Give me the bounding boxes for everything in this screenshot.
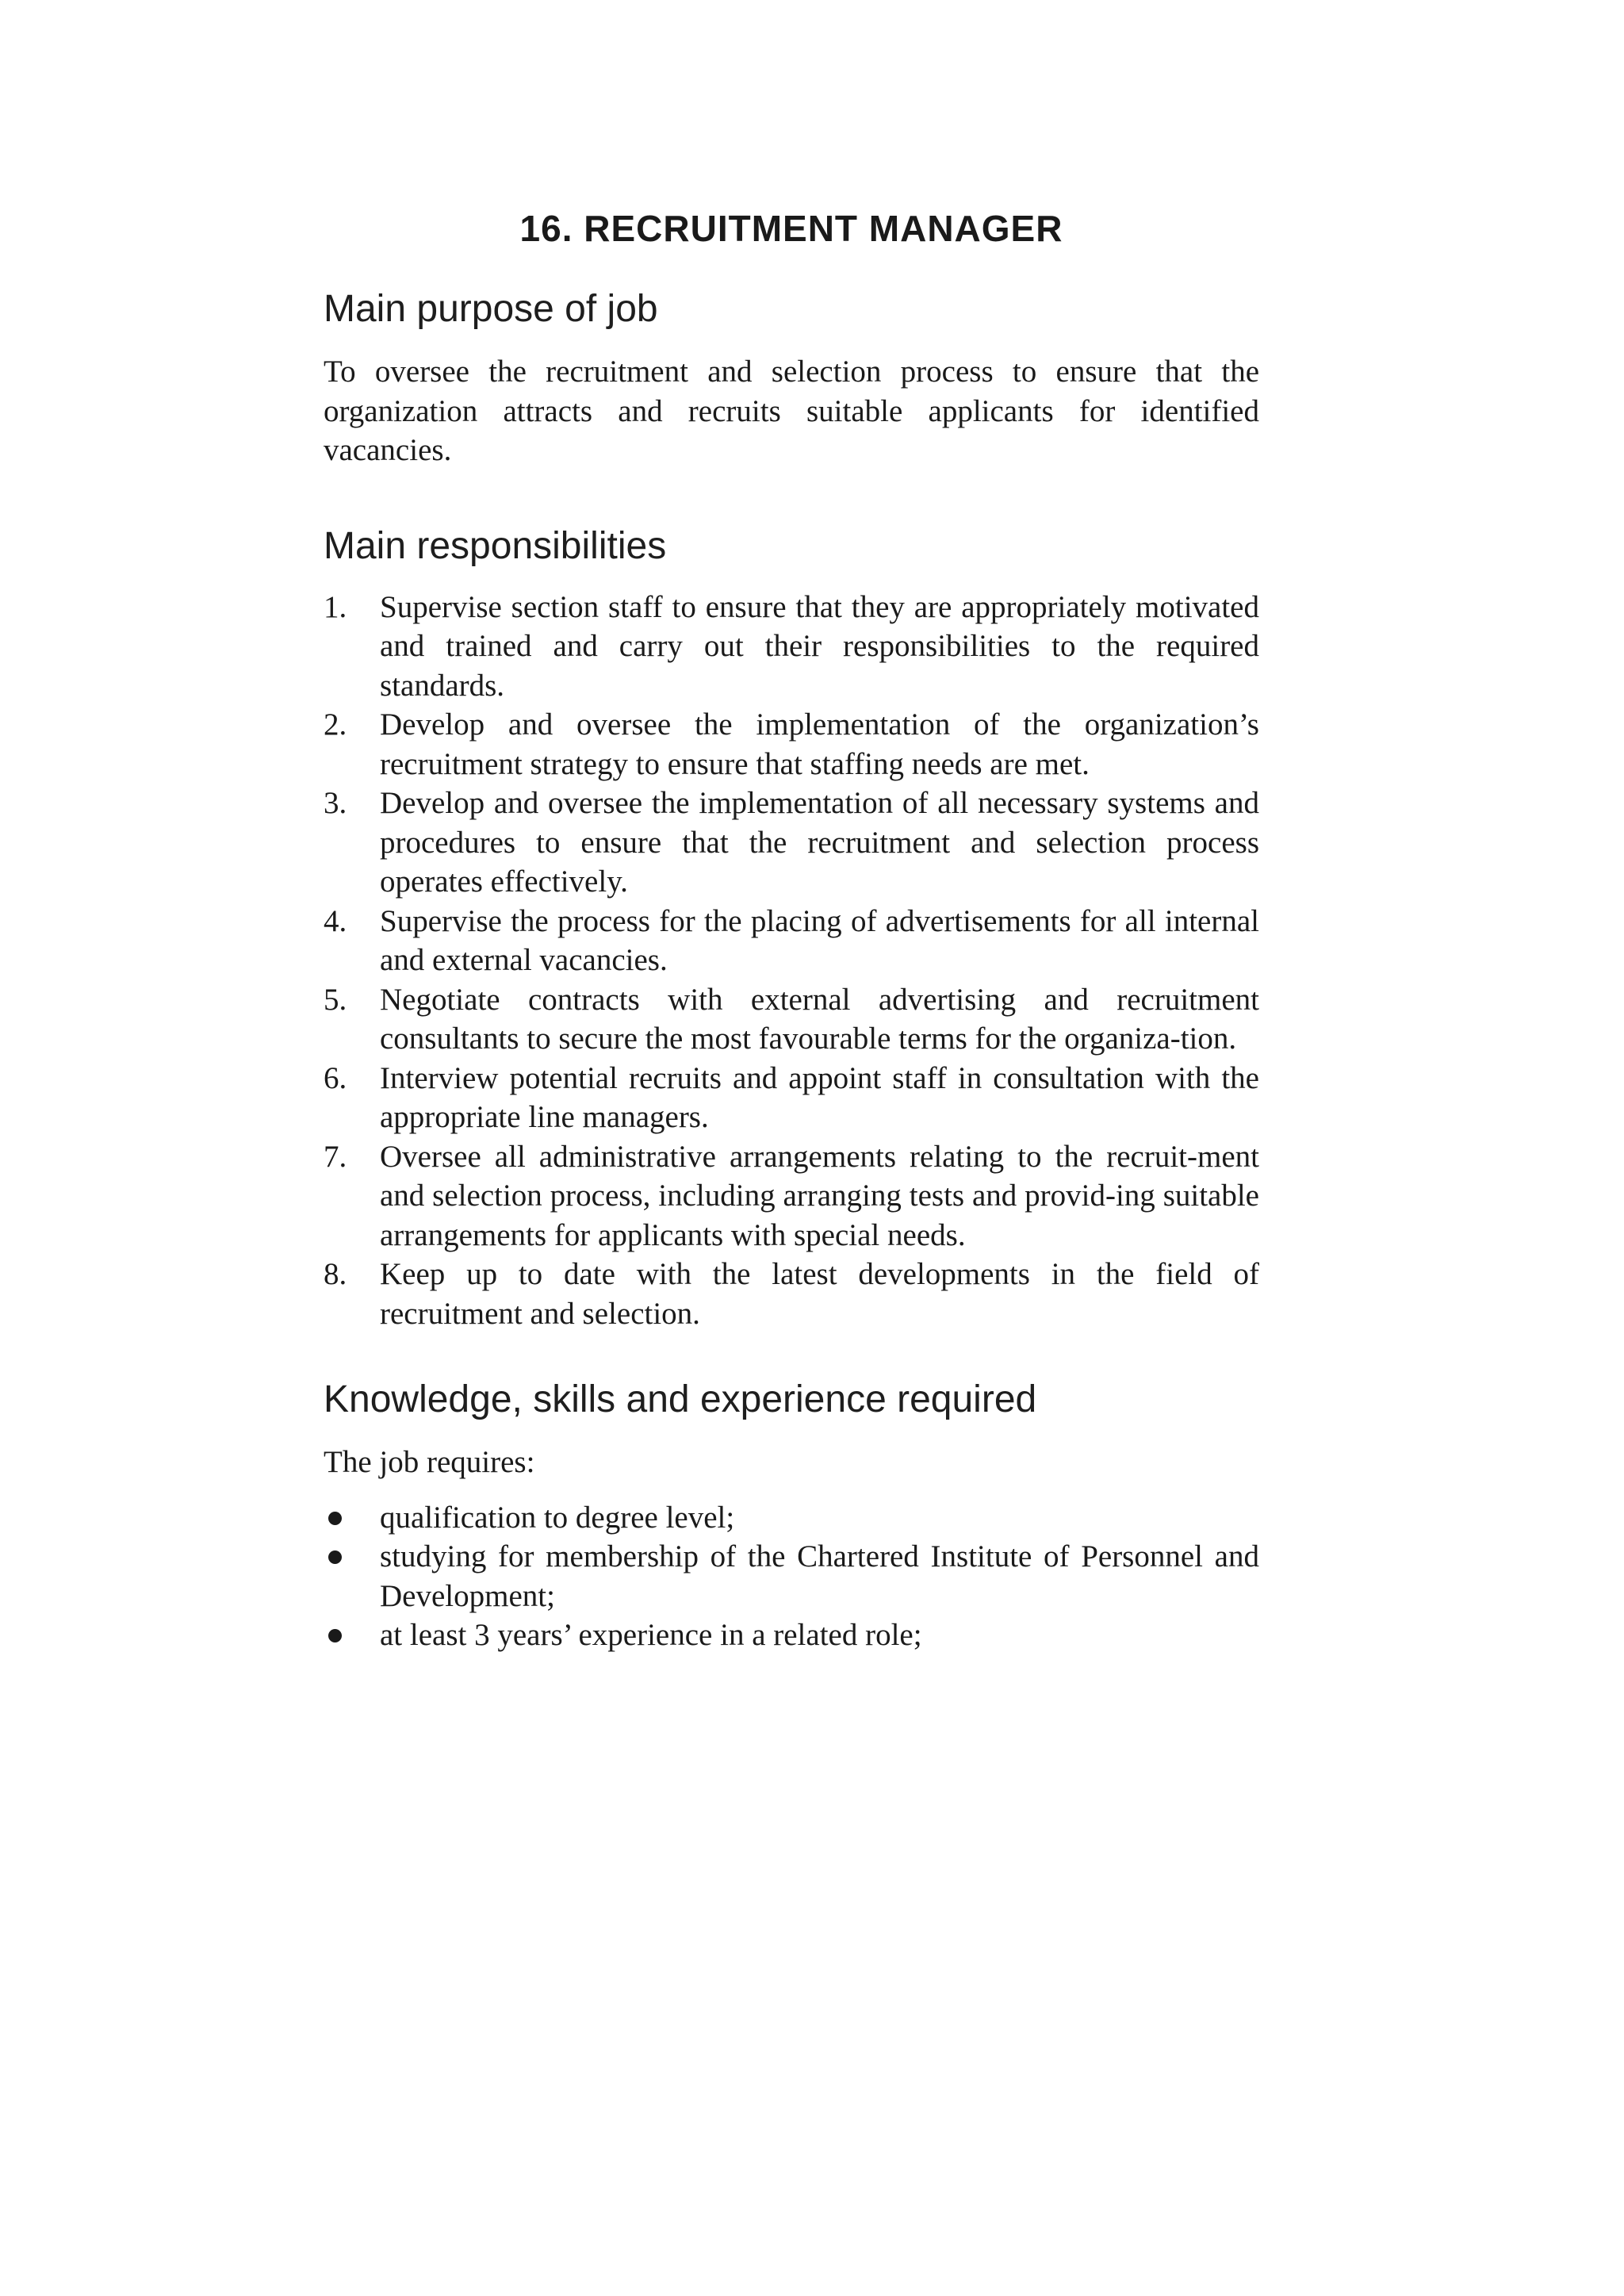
item-number: 8. bbox=[324, 1257, 347, 1291]
item-number: 2. bbox=[324, 707, 347, 742]
item-number: 7. bbox=[324, 1139, 347, 1174]
item-number: 6. bbox=[324, 1060, 347, 1095]
item-text: Negotiate contracts with external advertising and recruitment consultants to secure the most favourable terms for the organiza-tion. bbox=[380, 982, 1259, 1056]
responsibilities-heading: Main responsibilities bbox=[324, 524, 667, 567]
responsibility-item bbox=[324, 1137, 1259, 1255]
responsibility-item bbox=[324, 1255, 1259, 1333]
item-text: qualification to degree level; bbox=[380, 1500, 735, 1535]
responsibility-item bbox=[324, 784, 1259, 902]
item-number: 3. bbox=[324, 786, 347, 820]
item-text: Oversee all administrative arrangements relating to the recruit-ment and selection process, including arranging tests and provid-ing suitable arrangements for applicants with special needs. bbox=[380, 1139, 1259, 1252]
item-text: Supervise section staff to ensure that they are appropriately motivated and trained and carry out their responsibilities to the required standards. bbox=[380, 589, 1259, 703]
item-number: 5. bbox=[324, 982, 347, 1017]
item-text: Develop and oversee the implementation of the organization’s recruitment strategy to ensure that staffing needs are met. bbox=[380, 707, 1259, 781]
page-title: 16. RECRUITMENT MANAGER bbox=[519, 208, 1063, 249]
knowledge-heading: Knowledge, skills and experience required bbox=[324, 1378, 1037, 1420]
responsibility-item bbox=[324, 1059, 1259, 1137]
item-text: Keep up to date with the latest developments in the field of recruitment and selection. bbox=[380, 1257, 1259, 1331]
item-text: Interview potential recruits and appoint staff in consultation with the appropriate line managers. bbox=[380, 1060, 1259, 1134]
item-text: Supervise the process for the placing of advertisements for all internal and external vacancies. bbox=[380, 903, 1259, 977]
bullet-icon bbox=[328, 1629, 342, 1642]
responsibility-item bbox=[324, 980, 1259, 1059]
item-text: Develop and oversee the implementation of all necessary systems and procedures to ensure that the recruitment and selection process operates effectively. bbox=[380, 786, 1259, 899]
responsibility-item bbox=[324, 705, 1259, 784]
responsibility-item bbox=[324, 588, 1259, 706]
responsibilities-list bbox=[324, 588, 1259, 1334]
item-number: 4. bbox=[324, 903, 347, 938]
item-text: at least 3 years’ experience in a related role; bbox=[380, 1618, 922, 1652]
requirement-item bbox=[324, 1616, 1259, 1655]
knowledge-intro: The job requires: bbox=[324, 1445, 535, 1479]
bullet-icon bbox=[328, 1550, 342, 1564]
responsibility-item bbox=[324, 902, 1259, 980]
purpose-heading: Main purpose of job bbox=[324, 288, 658, 330]
bullet-icon bbox=[328, 1512, 342, 1525]
requirement-item bbox=[324, 1498, 1259, 1538]
item-number: 1. bbox=[324, 589, 347, 624]
requirement-item bbox=[324, 1537, 1259, 1616]
item-text: studying for membership of the Chartered Institute of Personnel and Development; bbox=[380, 1539, 1259, 1613]
document-content bbox=[324, 200, 1259, 1655]
purpose-text: To oversee the recruitment and selection process to ensure that the organization attracts and recruits suitable applicants for identified vacancies. bbox=[324, 355, 1259, 467]
requirements-list bbox=[324, 1498, 1259, 1655]
